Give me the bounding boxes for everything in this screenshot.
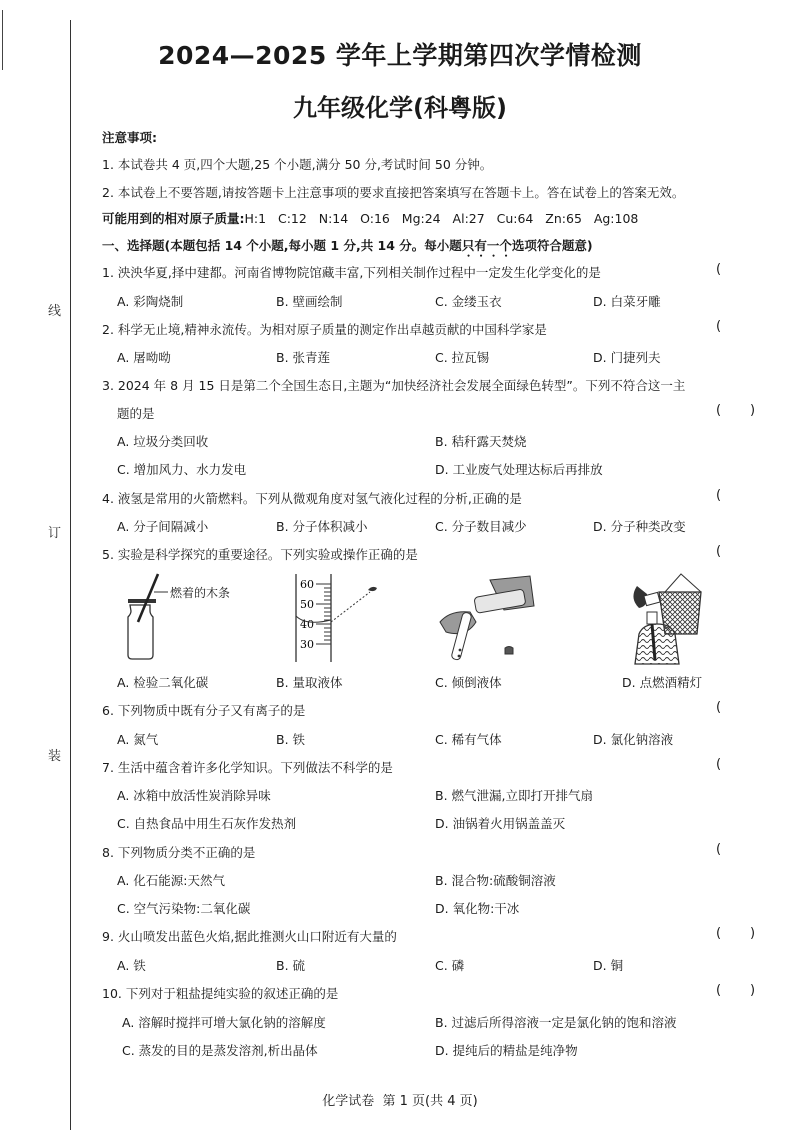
q9-option-c: C. 磷 — [435, 958, 465, 973]
figure-c-pour-liquid — [435, 572, 545, 667]
answer-paren-5: ( — [716, 544, 722, 559]
q7-option-b: B. 燃气泄漏,立即打开排气扇 — [435, 788, 593, 803]
svg-text:30: 30 — [300, 638, 314, 651]
answer-paren-2: ( — [716, 319, 722, 334]
svg-text:60: 60 — [300, 578, 314, 591]
q2-option-c: C. 拉瓦锡 — [435, 350, 490, 365]
answer-paren-10-close: ) — [750, 983, 756, 998]
q6-option-c: C. 稀有气体 — [435, 732, 502, 747]
page-footer: 化学试卷 第 1 页(共 4 页) — [322, 1094, 478, 1109]
svg-text:燃着的木条: 燃着的木条 — [170, 586, 231, 600]
q5-option-d: D. 点燃酒精灯 — [622, 675, 703, 690]
q5-option-a: A. 检验二氧化碳 — [117, 675, 209, 690]
q3-option-d: D. 工业废气处理达标后再排放 — [435, 462, 603, 477]
q2-option-a: A. 屠呦呦 — [117, 350, 171, 365]
binding-char-zhuang: 装 — [48, 749, 62, 764]
q8-option-d: D. 氧化物:干冰 — [435, 901, 520, 916]
answer-paren-1: ( — [716, 262, 722, 277]
section1-heading-prefix: 一、选择题(本题包括 14 个小题,每小题 1 分,共 14 分。每小题 — [102, 238, 462, 253]
q8-option-b: B. 混合物:硫酸铜溶液 — [435, 873, 556, 888]
q10-option-d: D. 提纯后的精盐是纯净物 — [435, 1043, 578, 1058]
q6-option-a: A. 氮气 — [117, 732, 159, 747]
question-8-stem: 8. 下列物质分类不正确的是 — [102, 845, 256, 860]
figure-d-light-alcohol-lamp — [625, 572, 735, 667]
q5-option-c: C. 倾倒液体 — [435, 675, 502, 690]
q7-option-c: C. 自热食品中用生石灰作发热剂 — [117, 816, 297, 831]
q9-option-b: B. 硫 — [276, 958, 306, 973]
svg-text:50: 50 — [300, 598, 314, 611]
section1-heading-emphasis: 只有一个 — [461, 238, 512, 253]
section1-heading-suffix: 选项符合题意) — [511, 238, 593, 253]
answer-paren-10-open: ( — [716, 983, 722, 998]
svg-text:40: 40 — [300, 618, 314, 631]
q9-option-a: A. 铁 — [117, 958, 146, 973]
question-5-stem: 5. 实验是科学探究的重要途径。下列实验或操作正确的是 — [102, 547, 418, 562]
q3-option-b: B. 秸秆露天焚烧 — [435, 434, 527, 449]
q9-option-d: D. 铜 — [593, 958, 624, 973]
atomic-masses-label: 可能用到的相对原子质量: — [102, 211, 245, 226]
question-10-stem: 10. 下列对于粗盐提纯实验的叙述正确的是 — [102, 986, 339, 1001]
q7-option-a: A. 冰箱中放活性炭消除异味 — [117, 788, 271, 803]
question-6-stem: 6. 下列物质中既有分子又有离子的是 — [102, 703, 306, 718]
figure-a-test-co2 — [110, 572, 260, 667]
q7-option-d: D. 油锅着火用锅盖盖灭 — [435, 816, 566, 831]
note-1: 1. 本试卷共 4 页,四个大题,25 个小题,满分 50 分,考试时间 50 分钟。 — [102, 157, 493, 172]
q8-option-c: C. 空气污染物:二氧化碳 — [117, 901, 251, 916]
notes-heading: 注意事项: — [102, 130, 157, 145]
q10-option-c: C. 蒸发的目的是蒸发溶剂,析出晶体 — [122, 1043, 318, 1058]
section1-heading — [102, 236, 593, 260]
question-3-stem-cont: 题的是 — [117, 406, 155, 421]
q2-option-d: D. 门捷列夫 — [593, 350, 661, 365]
answer-paren-3-open: ( — [716, 403, 722, 418]
answer-paren-9-open: ( — [716, 926, 722, 941]
question-9-stem: 9. 火山喷发出蓝色火焰,据此推测火山口附近有大量的 — [102, 929, 397, 944]
q8-option-a: A. 化石能源:天然气 — [117, 873, 225, 888]
q4-option-d: D. 分子种类改变 — [593, 519, 686, 534]
binding-char-ding: 订 — [48, 526, 62, 541]
q10-option-b: B. 过滤后所得溶液一定是氯化钠的饱和溶液 — [435, 1015, 677, 1030]
binding-line — [70, 20, 71, 1130]
q1-option-a: A. 彩陶烧制 — [117, 294, 184, 309]
answer-paren-9-close: ) — [750, 926, 756, 941]
binding-char-xian: 线 — [48, 304, 62, 319]
answer-paren-8: ( — [716, 842, 722, 857]
answer-paren-3-close: ) — [750, 403, 756, 418]
q3-option-c: C. 增加风力、水力发电 — [117, 462, 247, 477]
q5-option-b: B. 量取液体 — [276, 675, 343, 690]
atomic-masses-values: H:1 C:12 N:14 O:16 Mg:24 Al:27 Cu:64 Zn:65 Ag:108 — [244, 211, 639, 226]
question-4-stem: 4. 液氢是常用的火箭燃料。下列从微观角度对氢气液化过程的分析,正确的是 — [102, 491, 522, 506]
figure-b-measure-liquid — [288, 572, 398, 667]
answer-paren-4: ( — [716, 488, 722, 503]
atomic-masses — [102, 209, 638, 227]
q10-option-a: A. 溶解时搅拌可增大氯化钠的溶解度 — [122, 1015, 326, 1030]
question-3-stem: 3. 2024 年 8 月 15 日是第二个全国生态日,主题为“加快经济社会发展全面绿色转型”。下列不符合这一主 — [102, 378, 686, 393]
q1-option-b: B. 壁画绘制 — [276, 294, 343, 309]
question-7-stem: 7. 生活中蕴含着许多化学知识。下列做法不科学的是 — [102, 760, 393, 775]
question-2-stem: 2. 科学无止境,精神永流传。为相对原子质量的测定作出卓越贡献的中国科学家是 — [102, 322, 547, 337]
q2-option-b: B. 张青莲 — [276, 350, 331, 365]
exam-title: 2024—2025 学年上学期第四次学情检测 — [158, 41, 642, 70]
q3-option-a: A. 垃圾分类回收 — [117, 434, 209, 449]
q1-option-c: C. 金缕玉衣 — [435, 294, 502, 309]
q6-option-b: B. 铁 — [276, 732, 306, 747]
note-2: 2. 本试卷上不要答题,请按答题卡上注意事项的要求直接把答案填写在答题卡上。答在试卷上的答案无效。 — [102, 185, 685, 200]
answer-paren-7: ( — [716, 757, 722, 772]
q6-option-d: D. 氯化钠溶液 — [593, 732, 674, 747]
question-1-stem: 1. 泱泱华夏,择中建都。河南省博物院馆藏丰富,下列相关制作过程中一定发生化学变化的是 — [102, 265, 601, 280]
answer-paren-6: ( — [716, 700, 722, 715]
q4-option-c: C. 分子数目减少 — [435, 519, 527, 534]
q4-option-b: B. 分子体积减小 — [276, 519, 368, 534]
q1-option-d: D. 白菜牙雕 — [593, 294, 661, 309]
exam-subtitle: 九年级化学(科粤版) — [293, 94, 507, 122]
q4-option-a: A. 分子间隔减小 — [117, 519, 209, 534]
